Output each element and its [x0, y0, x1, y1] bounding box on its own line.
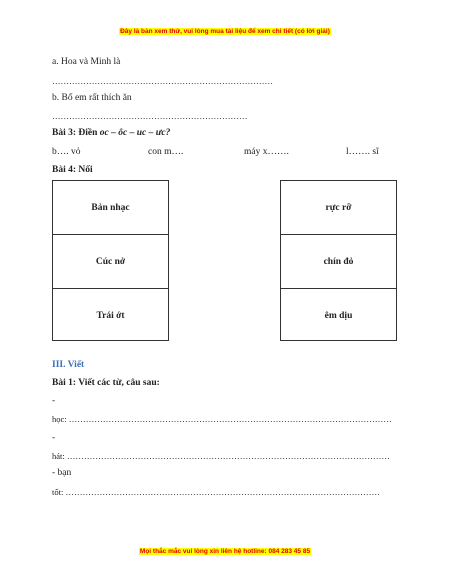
dash-1: -: [52, 396, 56, 406]
match-left-1: Bản nhạc: [91, 202, 130, 213]
answer-line-b: ……………………………………………………………: [52, 111, 248, 121]
match-right-3: êm dịu: [281, 288, 396, 342]
blank-item-4: l……. sĩ: [346, 147, 379, 157]
writing-line-hoc: học: ……………………………………………………………………………………………………: [52, 414, 392, 424]
dash-ban: - bạn: [52, 468, 72, 478]
bai1-title: Bài 1: Viết các từ, câu sau:: [52, 378, 160, 388]
match-left-2: Cúc nở: [53, 234, 168, 289]
writing-line-hat: hát: ……………………………………………………………………………………………………: [52, 451, 390, 461]
sentence-b: b. Bố em rất thích ăn: [52, 93, 132, 103]
matching-left-column: [52, 180, 169, 341]
match-right-1: rực rỡ: [325, 202, 352, 213]
blank-item-1: b…. vỏ: [52, 147, 81, 157]
hotline-footer: [0, 548, 450, 555]
dash-2: -: [52, 433, 56, 443]
match-left-3: Trái ớt: [53, 288, 168, 342]
hotline-text: Mọi thắc mắc vui lòng xin liên hệ hotline: 084 283 45 85: [139, 548, 311, 555]
sentence-a: a. Hoa và Minh là: [52, 57, 121, 67]
bai3-title: [52, 128, 170, 138]
match-right-2: chín đỏ: [281, 234, 396, 289]
preview-notice-banner: [0, 28, 450, 35]
matching-right-column: [280, 180, 397, 341]
bai3-title-prefix: Bài 3: Điền: [52, 128, 100, 138]
blank-item-2: con m….: [148, 147, 184, 157]
blank-item-3: máy x…….: [244, 147, 289, 157]
preview-notice-text: Đây là bản xem thử, vui lòng mua tài liệu để xem chi tiết (có lời giải): [120, 28, 330, 35]
writing-line-tot: tốt: …………………………………………………………………………………………………: [52, 487, 380, 497]
section-heading-viet: III. Viết: [52, 360, 85, 370]
answer-line-a: ……………………………………………………………………: [52, 76, 273, 86]
bai4-title: Bài 4: Nối: [52, 165, 93, 175]
bai3-title-options: oc – ôc – uc – ưc?: [99, 128, 171, 138]
